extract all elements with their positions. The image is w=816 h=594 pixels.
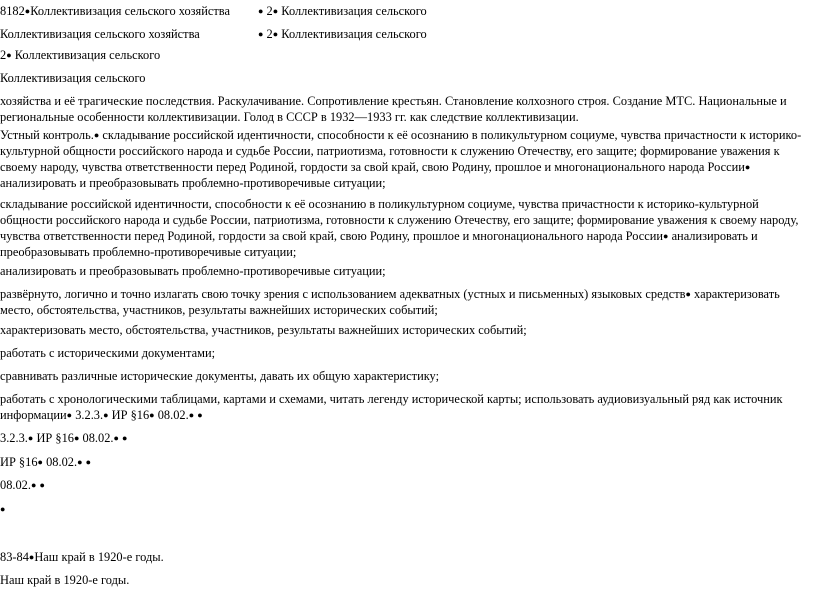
bullet-icon: ●: [37, 457, 43, 467]
analyze-line: анализировать и преобразовывать проблемно-противоречивые ситуации;: [0, 264, 386, 278]
meta-result-text: анализировать и преобразовывать проблемно-противоречивые ситуации;: [0, 229, 758, 259]
section-topic: Коллективизация сельского: [14, 48, 161, 62]
bullet-icon: ●: [188, 410, 195, 420]
hours-count: 2: [0, 48, 7, 62]
lesson-topic-repeat: Наш край в 1920-е годы.: [0, 573, 130, 587]
homework-ref: ИР §16: [36, 431, 74, 445]
topic-paragraph: хозяйства и её трагические последствия. Раскулачивание. Сопротивление крестьян. Становление колхозного строя. Создание МТС. Национальные и региональные особенности коллективизации. Голод в СССР в 1932—1933 гг. как следствие коллективизации.: [0, 94, 787, 124]
section-topic: Коллективизация сельского: [281, 4, 427, 18]
bullet-icon: ●: [149, 410, 155, 420]
hours-count: 2: [266, 4, 273, 18]
bullet-icon: ●: [272, 6, 279, 16]
hours-count: 2: [266, 27, 273, 41]
row-1-left: [0, 3, 230, 19]
bullet-icon: ●: [0, 504, 6, 514]
date: 08.02.: [82, 431, 114, 445]
row-1-right: [258, 3, 427, 19]
row-2-left: [0, 26, 200, 42]
bullet-icon: ●: [93, 130, 100, 140]
control-label: Устный контроль.: [0, 128, 94, 142]
date: 08.02.: [157, 408, 189, 422]
lesson-topic: Коллективизация сельского хозяйства: [30, 4, 230, 18]
identity-paragraph: [0, 196, 805, 260]
section-topic: Коллективизация сельского: [281, 27, 427, 41]
lone-bullet: [0, 501, 5, 517]
personal-result-text: складывание российской идентичности, способности к её осознанию в поликультурном социуме, чувства причастности к историко-культурной общности российского народа и судьбе России, патриотизма, готовности к служению Отечеству, его защите; формирование уважения к своему народу, чувства ответственности перед Родиной, гордости за свой край, свою Родину, прошлое и многонационального народа России: [0, 128, 802, 174]
bullet-icon: ●: [30, 480, 37, 490]
bullet-icon: ●: [77, 457, 83, 467]
expound-text: развёрнуто, логично и точно излагать свою точку зрения с использованием адекватных (устных и письменных) языковых средств: [0, 287, 686, 301]
bullet-icon: ●: [685, 289, 691, 299]
ref-line-1: [0, 430, 127, 446]
bullet-icon: ●: [272, 29, 279, 39]
tables-text: работать с хронологическими таблицами, картами и схемами, читать легенду исторической карты; использовать аудиовизуальный ряд как источник информации: [0, 392, 783, 422]
meta-result-text: анализировать и преобразовывать проблемно-противоречивые ситуации;: [0, 176, 386, 190]
characterize-text: характеризовать место, обстоятельства, участников, результаты важнейших исторических событий;: [0, 287, 780, 317]
tables-paragraph: [0, 391, 805, 423]
control-paragraph: [0, 127, 805, 191]
lesson-number: 83-84: [0, 550, 29, 564]
bullet-icon: ●: [66, 410, 73, 420]
characterize-line: характеризовать место, обстоятельства, участников, результаты важнейших исторических событий;: [0, 323, 527, 337]
personal-result-text: складывание российской идентичности, способности к её осознанию в поликультурном социуме, чувства причастности к историко-культурной общности российского народа и судьбе России, патриотизма, готовности к служению Отечеству, его защите; формирование уважения к своему народу, чувства ответственности перед Родиной, гордости за свой край, свою Родину, прошлое и многонационального народа России: [0, 197, 799, 243]
bullet-icon: ●: [744, 162, 751, 172]
homework-ref: ИР §16: [0, 455, 38, 469]
documents-line: работать с историческими документами;: [0, 346, 216, 360]
row-3: [0, 47, 160, 63]
lesson-number: 8182: [0, 4, 25, 18]
section-topic: Коллективизация сельского: [0, 71, 146, 85]
bullet-icon: ●: [122, 433, 128, 443]
bullet-icon: ●: [85, 457, 92, 467]
bullet-icon: ●: [197, 410, 203, 420]
bullet-icon: ●: [73, 433, 80, 443]
row-4: [0, 70, 145, 86]
bullet-icon: ●: [663, 231, 669, 241]
lesson-topic: Наш край в 1920-е годы.: [34, 550, 164, 564]
row-2-right: [258, 26, 427, 42]
bullet-icon: ●: [103, 410, 109, 420]
bullet-icon: ●: [27, 433, 34, 443]
ref-line-3: [0, 477, 45, 493]
expound-paragraph: [0, 286, 805, 318]
lesson-topic: Коллективизация сельского хозяйства: [0, 27, 200, 41]
date: 08.02.: [0, 478, 31, 492]
bullet-icon: ●: [6, 50, 12, 60]
ref-line-2: [0, 454, 91, 470]
homework-ref: ИР §16: [111, 408, 150, 422]
bullet-icon: ●: [24, 6, 31, 16]
bullet-icon: ●: [28, 552, 35, 562]
bullet-icon: ●: [39, 480, 45, 490]
lesson-row: [0, 549, 164, 565]
date: 08.02.: [46, 455, 78, 469]
paragraph-ref: 3.2.3.: [75, 408, 104, 422]
bullet-icon: ●: [113, 433, 119, 443]
compare-line: сравнивать различные исторические документы, давать их общую характеристику;: [0, 369, 440, 383]
paragraph-ref: 3.2.3.: [0, 431, 28, 445]
bullet-icon: ●: [258, 29, 264, 39]
bullet-icon: ●: [258, 6, 264, 16]
